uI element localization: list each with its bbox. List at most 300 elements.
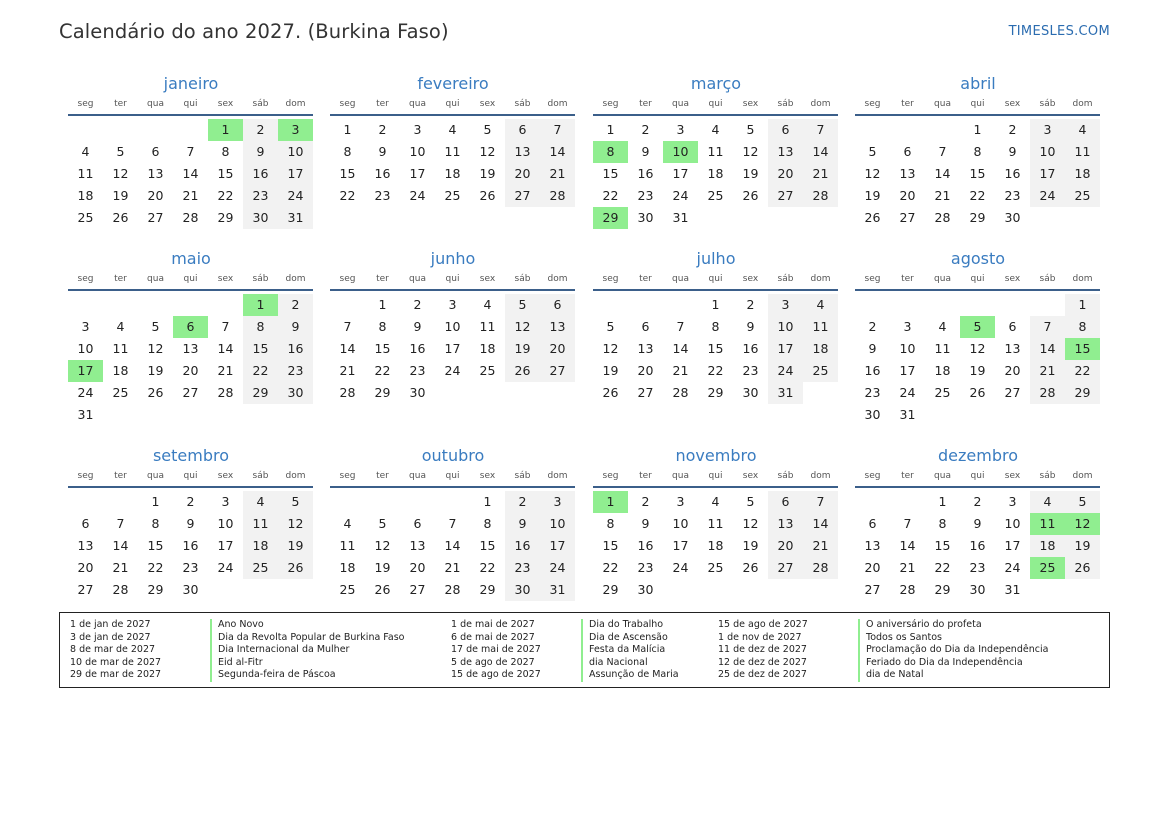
day-cell: 8 xyxy=(221,144,230,159)
day-cell: 6 xyxy=(1008,319,1017,334)
day-cell: 21 xyxy=(934,188,951,203)
day-cell: 21 xyxy=(112,560,129,575)
day-cell: 23 xyxy=(742,363,759,378)
day-empty xyxy=(68,491,103,513)
weekday-label: sáb xyxy=(252,471,269,481)
day-cell: 3 xyxy=(81,319,90,334)
weekday-header xyxy=(68,272,314,287)
day-cell: 23 xyxy=(505,557,540,579)
day-cell: 21 xyxy=(672,363,689,378)
day-cell: 27 xyxy=(637,385,654,400)
weekday-label: ter xyxy=(639,471,652,481)
day-cell: 24 xyxy=(899,385,916,400)
day-cell: 18 xyxy=(112,363,129,378)
legend-date: 1 de mai de 2027 xyxy=(451,619,535,630)
day-empty xyxy=(103,491,138,513)
day-cell: 29 xyxy=(374,385,391,400)
day-cell: 11 xyxy=(77,166,94,181)
weekday-label: qui xyxy=(970,99,985,109)
day-cell: 22 xyxy=(969,188,986,203)
legend-dates-column xyxy=(70,619,161,682)
day-cell: 28 xyxy=(217,385,234,400)
weekday-label: ter xyxy=(639,99,652,109)
day-cell: 7 xyxy=(803,119,838,141)
day-cell: 30 xyxy=(278,382,313,404)
day-empty xyxy=(890,119,925,141)
weekday-label: qui xyxy=(183,99,198,109)
day-cell: 6 xyxy=(868,516,877,531)
month-title: outubro xyxy=(421,446,485,465)
day-cell: 8 xyxy=(938,516,947,531)
day-cell: 25 xyxy=(707,560,724,575)
day-cell: 22 xyxy=(243,360,278,382)
day-cell: 9 xyxy=(378,144,387,159)
day-cell: 7 xyxy=(343,319,352,334)
month-divider xyxy=(593,114,838,116)
day-cell: 19 xyxy=(278,535,313,557)
day-cell: 1 xyxy=(151,494,160,509)
day-cell: 11 xyxy=(934,341,951,356)
day-cell: 16 xyxy=(278,338,313,360)
day-cell: 30 xyxy=(969,582,986,597)
day-cell: 6 xyxy=(81,516,90,531)
weekday-label: sex xyxy=(1004,99,1021,109)
month-abril xyxy=(855,73,1101,229)
day-cell: 5 xyxy=(378,516,387,531)
day-cell: 21 xyxy=(1030,360,1065,382)
day-cell: 19 xyxy=(479,166,496,181)
day-empty xyxy=(435,491,470,513)
day-empty xyxy=(663,294,698,316)
day-cell: 8 xyxy=(378,319,387,334)
weekday-label: qui xyxy=(183,274,198,284)
weekday-label: seg xyxy=(602,274,619,284)
weekday-label: qua xyxy=(409,99,426,109)
day-cell: 31 xyxy=(540,579,575,601)
day-cell: 7 xyxy=(803,491,838,513)
day-cell: 30 xyxy=(409,385,426,400)
day-cell: 20 xyxy=(899,188,916,203)
day-cell: 11 xyxy=(707,516,724,531)
day-cell: 1 xyxy=(343,122,352,137)
day-cell: 20 xyxy=(147,188,164,203)
day-cell: 18 xyxy=(243,535,278,557)
day-cell: 2 xyxy=(278,294,313,316)
legend-holiday-name: Festa da Malícia xyxy=(581,644,679,657)
day-grid xyxy=(330,119,576,207)
day-cell: 7 xyxy=(676,319,685,334)
day-cell: 9 xyxy=(746,319,755,334)
day-cell: 13 xyxy=(505,141,540,163)
day-cell: 2 xyxy=(641,494,650,509)
weekday-label: dom xyxy=(810,274,831,284)
legend-holiday-name: Proclamação do Dia da Independência xyxy=(858,644,1048,657)
month-divider xyxy=(855,486,1100,488)
day-cell: 4 xyxy=(81,144,90,159)
day-cell: 18 xyxy=(77,188,94,203)
day-grid xyxy=(593,294,839,404)
day-cell: 3 xyxy=(448,297,457,312)
day-empty xyxy=(173,294,208,316)
day-cell: 1 xyxy=(938,494,947,509)
day-empty xyxy=(173,119,208,141)
day-cell: 30 xyxy=(637,582,654,597)
day-grid xyxy=(855,119,1101,229)
weekday-label: seg xyxy=(77,471,94,481)
weekday-header xyxy=(855,97,1101,112)
day-cell: 12 xyxy=(969,341,986,356)
day-cell: 25 xyxy=(444,188,461,203)
day-cell: 6 xyxy=(505,119,540,141)
day-cell: 1 xyxy=(483,494,492,509)
day-cell: 23 xyxy=(637,560,654,575)
day-cell: 14 xyxy=(217,341,234,356)
day-cell: 18 xyxy=(707,538,724,553)
day-cell: 18 xyxy=(479,341,496,356)
day-cell: 14 xyxy=(1030,338,1065,360)
day-cell-holiday: 12 xyxy=(1065,513,1100,535)
day-cell: 18 xyxy=(803,338,838,360)
day-cell: 5 xyxy=(746,122,755,137)
day-cell-holiday: 10 xyxy=(663,141,698,163)
day-cell: 18 xyxy=(339,560,356,575)
day-cell: 22 xyxy=(602,560,619,575)
day-cell: 16 xyxy=(409,341,426,356)
day-cell: 28 xyxy=(803,557,838,579)
day-cell: 22 xyxy=(934,560,951,575)
weekday-label: sáb xyxy=(252,99,269,109)
day-cell: 17 xyxy=(1030,163,1065,185)
day-grid xyxy=(330,491,576,601)
day-cell: 11 xyxy=(243,513,278,535)
day-cell: 16 xyxy=(374,166,391,181)
day-cell: 7 xyxy=(186,144,195,159)
day-cell: 14 xyxy=(540,141,575,163)
day-cell: 20 xyxy=(1004,363,1021,378)
day-cell: 18 xyxy=(444,166,461,181)
weekday-label: sex xyxy=(1004,471,1021,481)
weekday-label: sex xyxy=(217,471,234,481)
day-cell: 12 xyxy=(112,166,129,181)
day-cell: 4 xyxy=(803,294,838,316)
day-cell: 22 xyxy=(479,560,496,575)
day-cell: 10 xyxy=(1030,141,1065,163)
day-cell: 26 xyxy=(374,582,391,597)
weekday-label: seg xyxy=(864,274,881,284)
day-grid xyxy=(68,119,314,229)
day-cell: 20 xyxy=(505,163,540,185)
day-empty xyxy=(890,294,925,316)
month-outubro xyxy=(330,445,576,601)
day-cell: 24 xyxy=(217,560,234,575)
day-cell: 1 xyxy=(606,122,615,137)
day-empty xyxy=(68,294,103,316)
day-cell: 7 xyxy=(221,319,230,334)
legend-holiday-name: Ano Novo xyxy=(210,619,404,632)
day-cell: 27 xyxy=(147,210,164,225)
weekday-header xyxy=(330,469,576,484)
day-cell: 13 xyxy=(1004,341,1021,356)
day-cell-holiday: 11 xyxy=(1030,513,1065,535)
legend-holiday-name: Todos os Santos xyxy=(858,632,1048,645)
day-cell: 26 xyxy=(742,560,759,575)
day-cell: 23 xyxy=(637,188,654,203)
day-cell: 1 xyxy=(378,297,387,312)
month-divider xyxy=(593,486,838,488)
day-empty xyxy=(103,294,138,316)
day-empty xyxy=(593,294,628,316)
day-cell: 4 xyxy=(938,319,947,334)
day-cell: 14 xyxy=(339,341,356,356)
day-cell: 12 xyxy=(742,516,759,531)
site-brand-link[interactable]: TIMESLES.COM xyxy=(1008,24,1110,39)
weekday-label: dom xyxy=(285,99,306,109)
weekday-label: ter xyxy=(376,99,389,109)
day-empty xyxy=(855,491,890,513)
legend-holiday-name: Eid al-Fitr xyxy=(210,657,404,670)
day-cell: 3 xyxy=(768,294,803,316)
day-cell: 27 xyxy=(864,582,881,597)
day-cell: 26 xyxy=(969,385,986,400)
day-cell: 17 xyxy=(672,166,689,181)
day-cell: 26 xyxy=(479,188,496,203)
day-grid xyxy=(593,119,839,229)
day-cell-holiday: 5 xyxy=(960,316,995,338)
weekday-label: qua xyxy=(934,99,951,109)
day-cell: 17 xyxy=(278,163,313,185)
day-cell: 13 xyxy=(182,341,199,356)
day-cell: 27 xyxy=(182,385,199,400)
day-cell: 30 xyxy=(864,407,881,422)
day-cell: 11 xyxy=(339,538,356,553)
legend-holiday-name: Dia de Ascensão xyxy=(581,632,679,645)
day-cell: 11 xyxy=(112,341,129,356)
day-cell: 28 xyxy=(934,210,951,225)
day-cell: 25 xyxy=(803,360,838,382)
day-cell: 2 xyxy=(868,319,877,334)
day-cell: 30 xyxy=(505,579,540,601)
legend-dates-column xyxy=(451,619,541,682)
day-cell: 2 xyxy=(243,119,278,141)
day-cell: 3 xyxy=(1030,119,1065,141)
weekday-header xyxy=(593,272,839,287)
day-cell: 4 xyxy=(711,494,720,509)
weekday-header xyxy=(68,469,314,484)
day-cell: 15 xyxy=(969,166,986,181)
day-cell: 25 xyxy=(1065,185,1100,207)
day-cell: 28 xyxy=(899,582,916,597)
day-cell: 23 xyxy=(243,185,278,207)
weekday-label: qua xyxy=(934,471,951,481)
day-empty xyxy=(138,119,173,141)
day-empty xyxy=(138,294,173,316)
day-cell: 23 xyxy=(374,188,391,203)
day-cell: 30 xyxy=(742,385,759,400)
weekday-label: sex xyxy=(742,274,759,284)
month-title: novembro xyxy=(675,446,757,465)
weekday-label: ter xyxy=(114,99,127,109)
day-cell: 15 xyxy=(602,166,619,181)
day-cell: 21 xyxy=(540,163,575,185)
day-cell: 17 xyxy=(409,166,426,181)
day-cell: 20 xyxy=(540,338,575,360)
day-cell: 14 xyxy=(934,166,951,181)
day-cell: 12 xyxy=(479,144,496,159)
day-grid xyxy=(330,294,576,404)
day-cell: 16 xyxy=(969,538,986,553)
day-cell: 14 xyxy=(672,341,689,356)
day-cell: 21 xyxy=(217,363,234,378)
legend-names-column xyxy=(581,619,679,682)
day-grid xyxy=(68,491,314,601)
weekday-label: qui xyxy=(445,99,460,109)
day-cell: 12 xyxy=(864,166,881,181)
weekday-label: seg xyxy=(339,471,356,481)
legend-date: 10 de mar de 2027 xyxy=(70,656,162,668)
day-empty xyxy=(330,491,365,513)
weekday-label: seg xyxy=(339,274,356,284)
month-março xyxy=(593,73,839,229)
weekday-label: sex xyxy=(217,99,234,109)
day-cell: 16 xyxy=(637,166,654,181)
weekday-label: seg xyxy=(339,99,356,109)
day-cell: 14 xyxy=(112,538,129,553)
day-cell: 8 xyxy=(711,319,720,334)
day-cell: 17 xyxy=(1004,538,1021,553)
month-title: janeiro xyxy=(163,74,219,93)
day-cell: 2 xyxy=(378,122,387,137)
day-cell: 2 xyxy=(746,297,755,312)
day-cell: 24 xyxy=(768,360,803,382)
day-cell: 17 xyxy=(899,363,916,378)
weekday-label: dom xyxy=(810,471,831,481)
day-cell: 31 xyxy=(1004,582,1021,597)
day-cell: 15 xyxy=(934,538,951,553)
day-cell: 13 xyxy=(147,166,164,181)
day-cell: 31 xyxy=(768,382,803,404)
weekday-label: qui xyxy=(445,274,460,284)
day-cell: 13 xyxy=(409,538,426,553)
day-cell: 24 xyxy=(444,363,461,378)
day-cell: 20 xyxy=(637,363,654,378)
day-cell: 26 xyxy=(112,210,129,225)
day-cell: 24 xyxy=(1004,560,1021,575)
day-cell: 27 xyxy=(768,557,803,579)
day-cell: 20 xyxy=(864,560,881,575)
legend-date: 1 de nov de 2027 xyxy=(718,631,802,643)
day-cell: 1 xyxy=(711,297,720,312)
month-title: fevereiro xyxy=(417,74,489,93)
legend-date: 25 de dez de 2027 xyxy=(718,669,807,681)
legend-date: 6 de mai de 2027 xyxy=(451,631,535,643)
day-cell: 9 xyxy=(413,319,422,334)
month-divider xyxy=(855,114,1100,116)
day-cell: 10 xyxy=(217,516,234,531)
day-cell-holiday: 1 xyxy=(593,491,628,513)
day-cell: 3 xyxy=(540,491,575,513)
weekday-label: sex xyxy=(742,99,759,109)
day-cell: 6 xyxy=(641,319,650,334)
weekday-label: qui xyxy=(970,274,985,284)
day-cell: 5 xyxy=(606,319,615,334)
month-title: junho xyxy=(430,249,476,268)
day-cell: 26 xyxy=(864,210,881,225)
day-cell: 19 xyxy=(742,538,759,553)
day-cell: 4 xyxy=(343,516,352,531)
day-cell: 19 xyxy=(505,338,540,360)
day-cell: 7 xyxy=(116,516,125,531)
day-cell: 25 xyxy=(243,557,278,579)
day-cell: 21 xyxy=(803,535,838,557)
month-agosto xyxy=(855,248,1101,426)
day-cell: 6 xyxy=(903,144,912,159)
day-cell: 18 xyxy=(934,363,951,378)
weekday-label: seg xyxy=(602,99,619,109)
weekday-label: dom xyxy=(810,99,831,109)
weekday-label: qua xyxy=(409,274,426,284)
weekday-label: qui xyxy=(970,471,985,481)
day-cell: 12 xyxy=(374,538,391,553)
day-cell: 28 xyxy=(444,582,461,597)
weekday-label: dom xyxy=(1072,99,1093,109)
day-empty xyxy=(1030,294,1065,316)
day-cell: 9 xyxy=(243,141,278,163)
month-divider xyxy=(68,114,313,116)
weekday-header xyxy=(855,272,1101,287)
day-cell: 26 xyxy=(278,557,313,579)
day-cell: 8 xyxy=(243,316,278,338)
weekday-header xyxy=(330,272,576,287)
day-cell: 25 xyxy=(77,210,94,225)
day-cell: 24 xyxy=(540,557,575,579)
legend-date: 15 de ago de 2027 xyxy=(451,669,541,681)
day-cell: 21 xyxy=(803,163,838,185)
weekday-header xyxy=(593,469,839,484)
month-divider xyxy=(593,289,838,291)
day-cell: 27 xyxy=(540,360,575,382)
month-title: abril xyxy=(960,74,996,93)
day-cell: 6 xyxy=(151,144,160,159)
day-cell: 8 xyxy=(483,516,492,531)
weekday-label: dom xyxy=(285,274,306,284)
day-cell-holiday: 15 xyxy=(1065,338,1100,360)
month-maio xyxy=(68,248,314,426)
day-cell: 16 xyxy=(182,538,199,553)
day-cell: 13 xyxy=(899,166,916,181)
day-cell: 29 xyxy=(969,210,986,225)
weekday-label: qua xyxy=(934,274,951,284)
day-cell: 15 xyxy=(147,538,164,553)
day-empty xyxy=(628,294,663,316)
day-cell: 5 xyxy=(1065,491,1100,513)
day-cell: 16 xyxy=(864,363,881,378)
day-cell: 19 xyxy=(969,363,986,378)
month-divider xyxy=(855,289,1100,291)
day-empty xyxy=(208,294,243,316)
weekday-label: sex xyxy=(742,471,759,481)
day-cell: 18 xyxy=(707,166,724,181)
day-cell: 21 xyxy=(339,363,356,378)
day-cell: 13 xyxy=(768,513,803,535)
day-cell: 12 xyxy=(742,144,759,159)
day-cell: 15 xyxy=(602,538,619,553)
day-cell: 29 xyxy=(934,582,951,597)
month-janeiro xyxy=(68,73,314,229)
weekday-label: dom xyxy=(547,274,568,284)
day-cell: 21 xyxy=(444,560,461,575)
weekday-label: sáb xyxy=(514,99,531,109)
weekday-label: qua xyxy=(672,99,689,109)
